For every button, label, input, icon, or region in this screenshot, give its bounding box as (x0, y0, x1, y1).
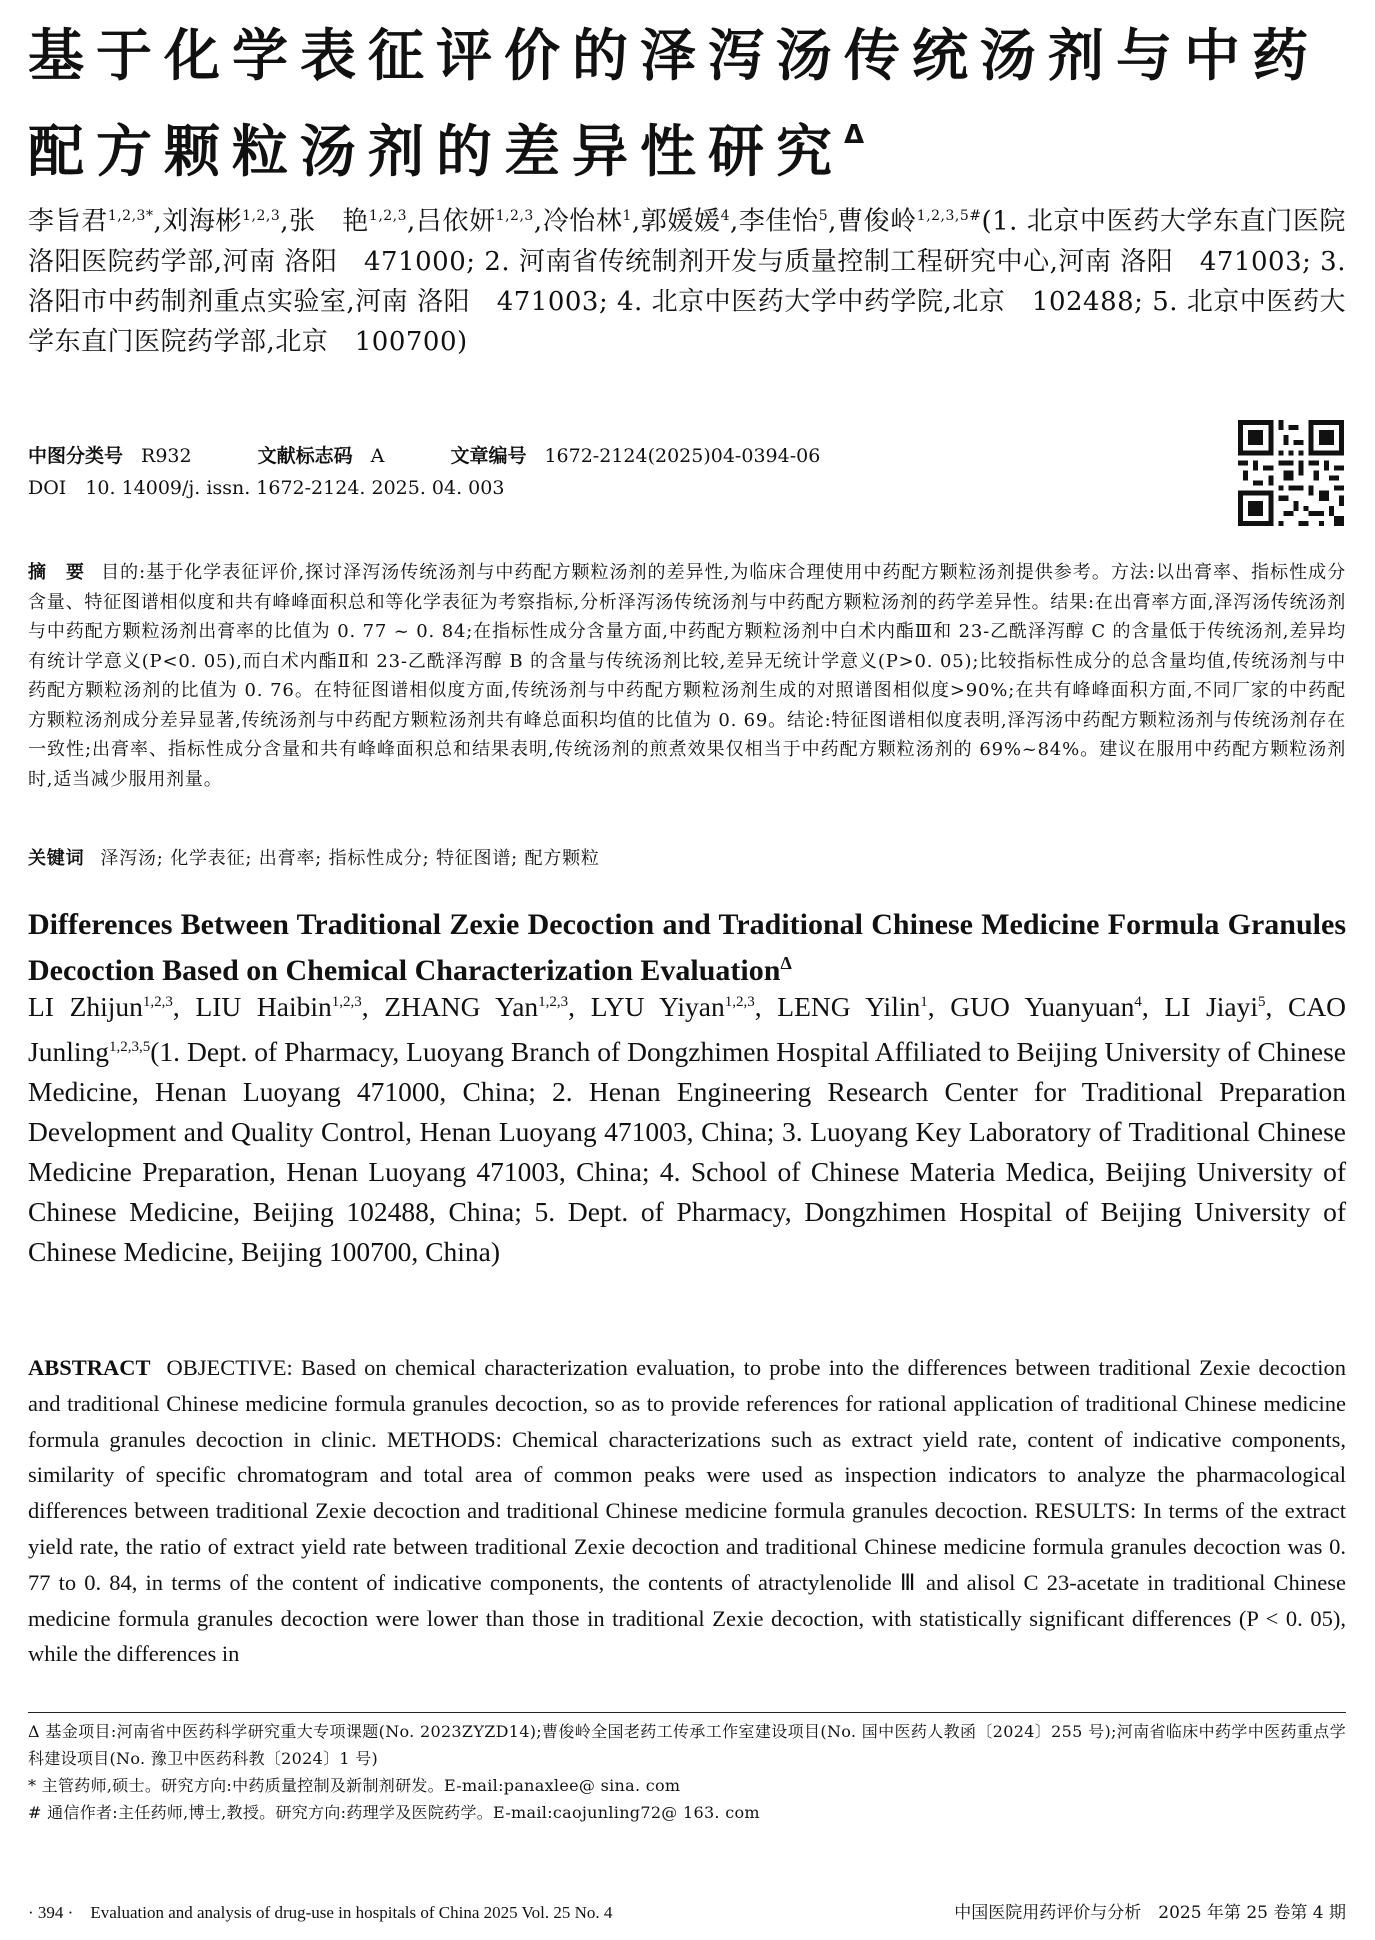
author-affiliation-sup: 1,2,3 (107, 208, 146, 224)
author-affiliation-sup: 1,2,3 (495, 208, 534, 224)
article-meta (28, 440, 1228, 504)
author-affiliation-sup: 1,2,3 (242, 208, 281, 224)
keywords-text: 泽泻汤; 化学表征; 出膏率; 指标性成分; 特征图谱; 配方颗粒 (100, 848, 600, 869)
first-author-mark: * (145, 208, 154, 224)
chinese-keywords (28, 844, 1346, 873)
doi-line: DOI 10. 14009/j. issn. 1672-2124. 2025. 04. 003 (28, 477, 505, 499)
author-affiliation-sup: 5 (1257, 994, 1266, 1010)
chinese-abstract (28, 558, 1346, 794)
corresponding-author-footnote: # 通信作者:主任药师,博士,教授。研究方向:药理学及医院药学。E-mail:caojunling72@ 163. com (28, 1803, 760, 1822)
author-name: LIU Haibin (195, 991, 332, 1023)
author-name: 曹俊岭 (836, 206, 917, 237)
chinese-title-text: 基于化学表征评价的泽泻汤传统汤剂与中药配方颗粒汤剂的差异性研究 (28, 24, 1320, 185)
chinese-abstract-text: 目的:基于化学表征评价,探讨泽泻汤传统汤剂与中药配方颗粒汤剂的差异性,为临床合理使用中药配方颗粒汤剂提供参考。方法:以出膏率、指标性成分含量、特征图谱相似度和共有峰峰面积总和等化学表征为考察指标,分析泽泻汤传统汤剂与中药配方颗粒汤剂的药学差异性。结果:在出膏率方面,泽泻汤传统汤剂与中药配方颗粒汤剂出膏率的比值为 0. 77 ~ 0. 84;在指标性成分含量方面,中药配方颗粒汤剂中白术内酯Ⅲ和 23-乙酰泽泻醇 C 的含量低于传统汤剂,差异均有统计学意义(P<0. 05),而白术内酯Ⅱ和 23-乙酰泽泻醇 B 的含量与传统汤剂比较,差异无统计学意义(P>0. 05);比较指标性成分的总含量均值,传统汤剂与中药配方颗粒汤剂的比值为 0. 76。在特征图谱相似度方面,传统汤剂与中药配方颗粒汤剂生成的对照谱图相似度>90%;在共有峰峰面积方面,不同厂家的中药配方颗粒汤剂成分差异显著,传统汤剂与中药配方颗粒汤剂共有峰总面积均值的比值为 0. 69。结论:特征图谱相似度表明,泽泻汤中药配方颗粒汤剂与传统汤剂存在一致性;出膏率、指标性成分含量和共有峰峰面积总和结果表明,传统汤剂的煎煮效果仅相当于中药配方颗粒汤剂的 69%~84%。建议在服用中药配方颗粒汤剂时,适当减少服用剂量。 (28, 562, 1346, 790)
english-affiliations: (1. Dept. of Pharmacy, Luoyang Branch of Dongzhimen Hospital Affiliated to Beijing University of Chinese Medicine, Henan Luoyang 471000, China; 2. Henan Engineering Research Center for Traditional Preparation Development and Quality Control, Henan Luoyang 471003, China; 3. Luoyang Key Laboratory of Traditional Chinese Medicine Preparation, Henan Luoyang 471003, China; 4. School of Chinese Materia Medica, Beijing University of Chinese Medicine, Beijing 102488, China; 5. Dept. of Pharmacy, Dongzhimen Hospital of Beijing University of Chinese Medicine, Beijing 100700, China) (28, 1036, 1346, 1268)
classification-line (28, 440, 1228, 472)
author-affiliation-sup: 4 (1134, 994, 1142, 1010)
clc-label: 中图分类号 (28, 445, 124, 467)
author-affiliation-sup: 1,2,3 (724, 994, 755, 1010)
author-name: 刘海彬 (162, 206, 243, 237)
english-abstract-text: OBJECTIVE: Based on chemical characterization evaluation, to probe into the differences between traditional Zexie decoction and traditional Chinese medicine formula granules decoction, so as to provide references for rational application of traditional Chinese medicine formula granules decoction in clinic. METHODS: Chemical characterizations such as extract yield rate, content of indicative components, similarity of specific chromatogram and total area of common peaks were used as inspection indicators to analyze the pharmacological differences between traditional Zexie decoction and traditional Chinese medicine formula granules decoction. RESULTS: In terms of the extract yield rate, the ratio of extract yield rate between traditional Zexie decoction and traditional Chinese medicine formula granules decoction was 0. 77 to 0. 84, in terms of the content of indicative components, the contents of atractylenolide Ⅲ and alisol C 23-acetate in traditional Chinese medicine formula granules decoction were lower than those in traditional Zexie decoction, with statistically significant differences (P < 0. 05), while the differences in (28, 1355, 1346, 1667)
author-name: LI Zhijun (28, 991, 143, 1023)
english-authors: LI Zhijun$^{1,2,3}$, LIU Haibin$^{1,2,3}$, ZHANG Yan$^{1,2,3}$, LYU Yiyan$^{1,2,3}$, LENG Yilin$^1$, GUO Yuanyuan$^4$, LI Jiayi$^5$, CAO Junling$^{1,2,3,5}$(1. Dept. of Pharmacy, Luoyang Branch of Dongzhimen Hospital Affiliated to Beijing University of Chinese Medicine, Henan Luoyang 471000, China; 2. Henan Engineering Research Center for Traditional Preparation Development and Quality Control, Henan Luoyang 471003, China; 3. Luoyang Key Laboratory of Traditional Chinese Medicine Preparation, Henan Luoyang 471003, China; 4. School of Chinese Materia Medica, Beijing University of Chinese Medicine, Beijing 102488, China; 5. Dept. of Pharmacy, Dongzhimen Hospital of Beijing University of Chinese Medicine, Beijing 100700, China) (28, 991, 1347, 1268)
author-affiliation-sup: 1,2,3 (538, 994, 569, 1010)
clc-value: R932 (141, 445, 192, 467)
footnotes (28, 1718, 1346, 1826)
title-fund-mark: Δ (844, 120, 865, 150)
english-title-text: Differences Between Traditional Zexie Decoction and Traditional Chinese Medicine Formula Granules Decoction Based on Chemical Characterization Evaluation (28, 908, 1346, 987)
author-name: 冷怡林 (542, 206, 623, 237)
page-footer (28, 1898, 1346, 1923)
author-affiliation-sup: 1 (622, 208, 632, 224)
doc-code-label: 文献标志码 (257, 445, 353, 467)
fund-footnote: Δ 基金项目:河南省中医药科学研究重大专项课题(No. 2023ZYZD14);曹俊岭全国老药工传承工作室建设项目(No. 国中医药人教函〔2024〕255 号);河南省临床中药学中医药重点学科建设项目(No. 豫卫中医药科教〔2024〕1 号) (28, 1722, 1346, 1768)
author-name: 吕依妍 (415, 206, 496, 237)
article-number-label: 文章编号 (450, 445, 527, 467)
author-affiliation-sup: 1,2,3,5 (108, 1039, 151, 1056)
doc-code-value: A (370, 445, 385, 467)
footer-right: 中国医院用药评价与分析 2025 年第 25 卷第 4 期 (954, 1903, 1346, 1923)
author-affiliation-sup: 1,2,3 (331, 994, 362, 1010)
abstract-label: 摘 要 (28, 562, 86, 583)
author-name: 郭媛媛 (640, 206, 721, 237)
first-author-footnote: * 主管药师,硕士。研究方向:中药质量控制及新制剂研发。E-mail:panaxlee@ sina. com (28, 1776, 681, 1795)
author-affiliation-sup: 5 (818, 208, 829, 224)
author-affiliation-sup: 1,2,3,5# (916, 208, 982, 224)
author-affiliation-sup: 4 (720, 208, 731, 224)
author-name: GUO Yuanyuan (950, 991, 1135, 1023)
author-name: 张 艳 (289, 206, 369, 237)
chinese-title (28, 18, 1346, 192)
english-abstract (28, 1350, 1346, 1672)
qr-code (1238, 420, 1344, 526)
author-affiliation-sup: 1,2,3 (368, 208, 408, 224)
keywords-label: 关键词 (28, 848, 85, 869)
author-name: CAO Junling (28, 991, 1347, 1068)
author-name: LI Jiayi (1164, 991, 1258, 1023)
chinese-affiliations: (1. 北京中医药大学东直门医院洛阳医院药学部,河南 洛阳 471000; 2. 河南省传统制剂开发与质量控制工程研究中心,河南 洛阳 471003; 3. 洛阳市中药制剂重点实验室,河南 洛阳 471003; 4. 北京中医药大学中药学院,北京 102488; 5. 北京中医药大学东直门医院药学部,北京 100700) (28, 206, 1346, 357)
english-title (28, 906, 1346, 990)
footnote-divider (28, 1712, 1346, 1713)
author-name: 李旨君 (28, 206, 108, 237)
footer-left: · 394 · Evaluation and analysis of drug-use in hospitals of China 2025 Vol. 25 No. 4 (28, 1903, 613, 1922)
author-name: LYU Yiyan (590, 991, 725, 1023)
author-name: LENG Yilin (777, 991, 921, 1023)
article-number-value: 1672-2124(2025)04-0394-06 (544, 445, 821, 467)
title-fund-mark: Δ (780, 953, 792, 973)
author-name: 李佳怡 (738, 206, 819, 237)
author-affiliation-sup: 1,2,3 (142, 994, 173, 1010)
author-affiliation-sup: 1 (920, 994, 928, 1010)
author-name: ZHANG Yan (384, 991, 539, 1023)
chinese-authors: 李旨君$^{1,2,3*}$,刘海彬$^{1,2,3}$,张 艳$^{1,2,3}$,吕依妍$^{1,2,3}$,冷怡林$^1$,郭媛媛$^4$,李佳怡$^5$,曹俊岭$^{1,2,3,5\#}$(1. 北京中医药大学东直门医院洛阳医院药学部,河南 洛阳 471000; 2. 河南省传统制剂开发与质量控制工程研究中心,河南 洛阳 471003; 3. 洛阳市中药制剂重点实验室,河南 洛阳 471003; 4. 北京中医药大学中药学院,北京 102488; 5. 北京中医药大学东直门医院药学部,北京 100700) (28, 206, 1346, 357)
abstract-label: ABSTRACT (28, 1355, 151, 1380)
